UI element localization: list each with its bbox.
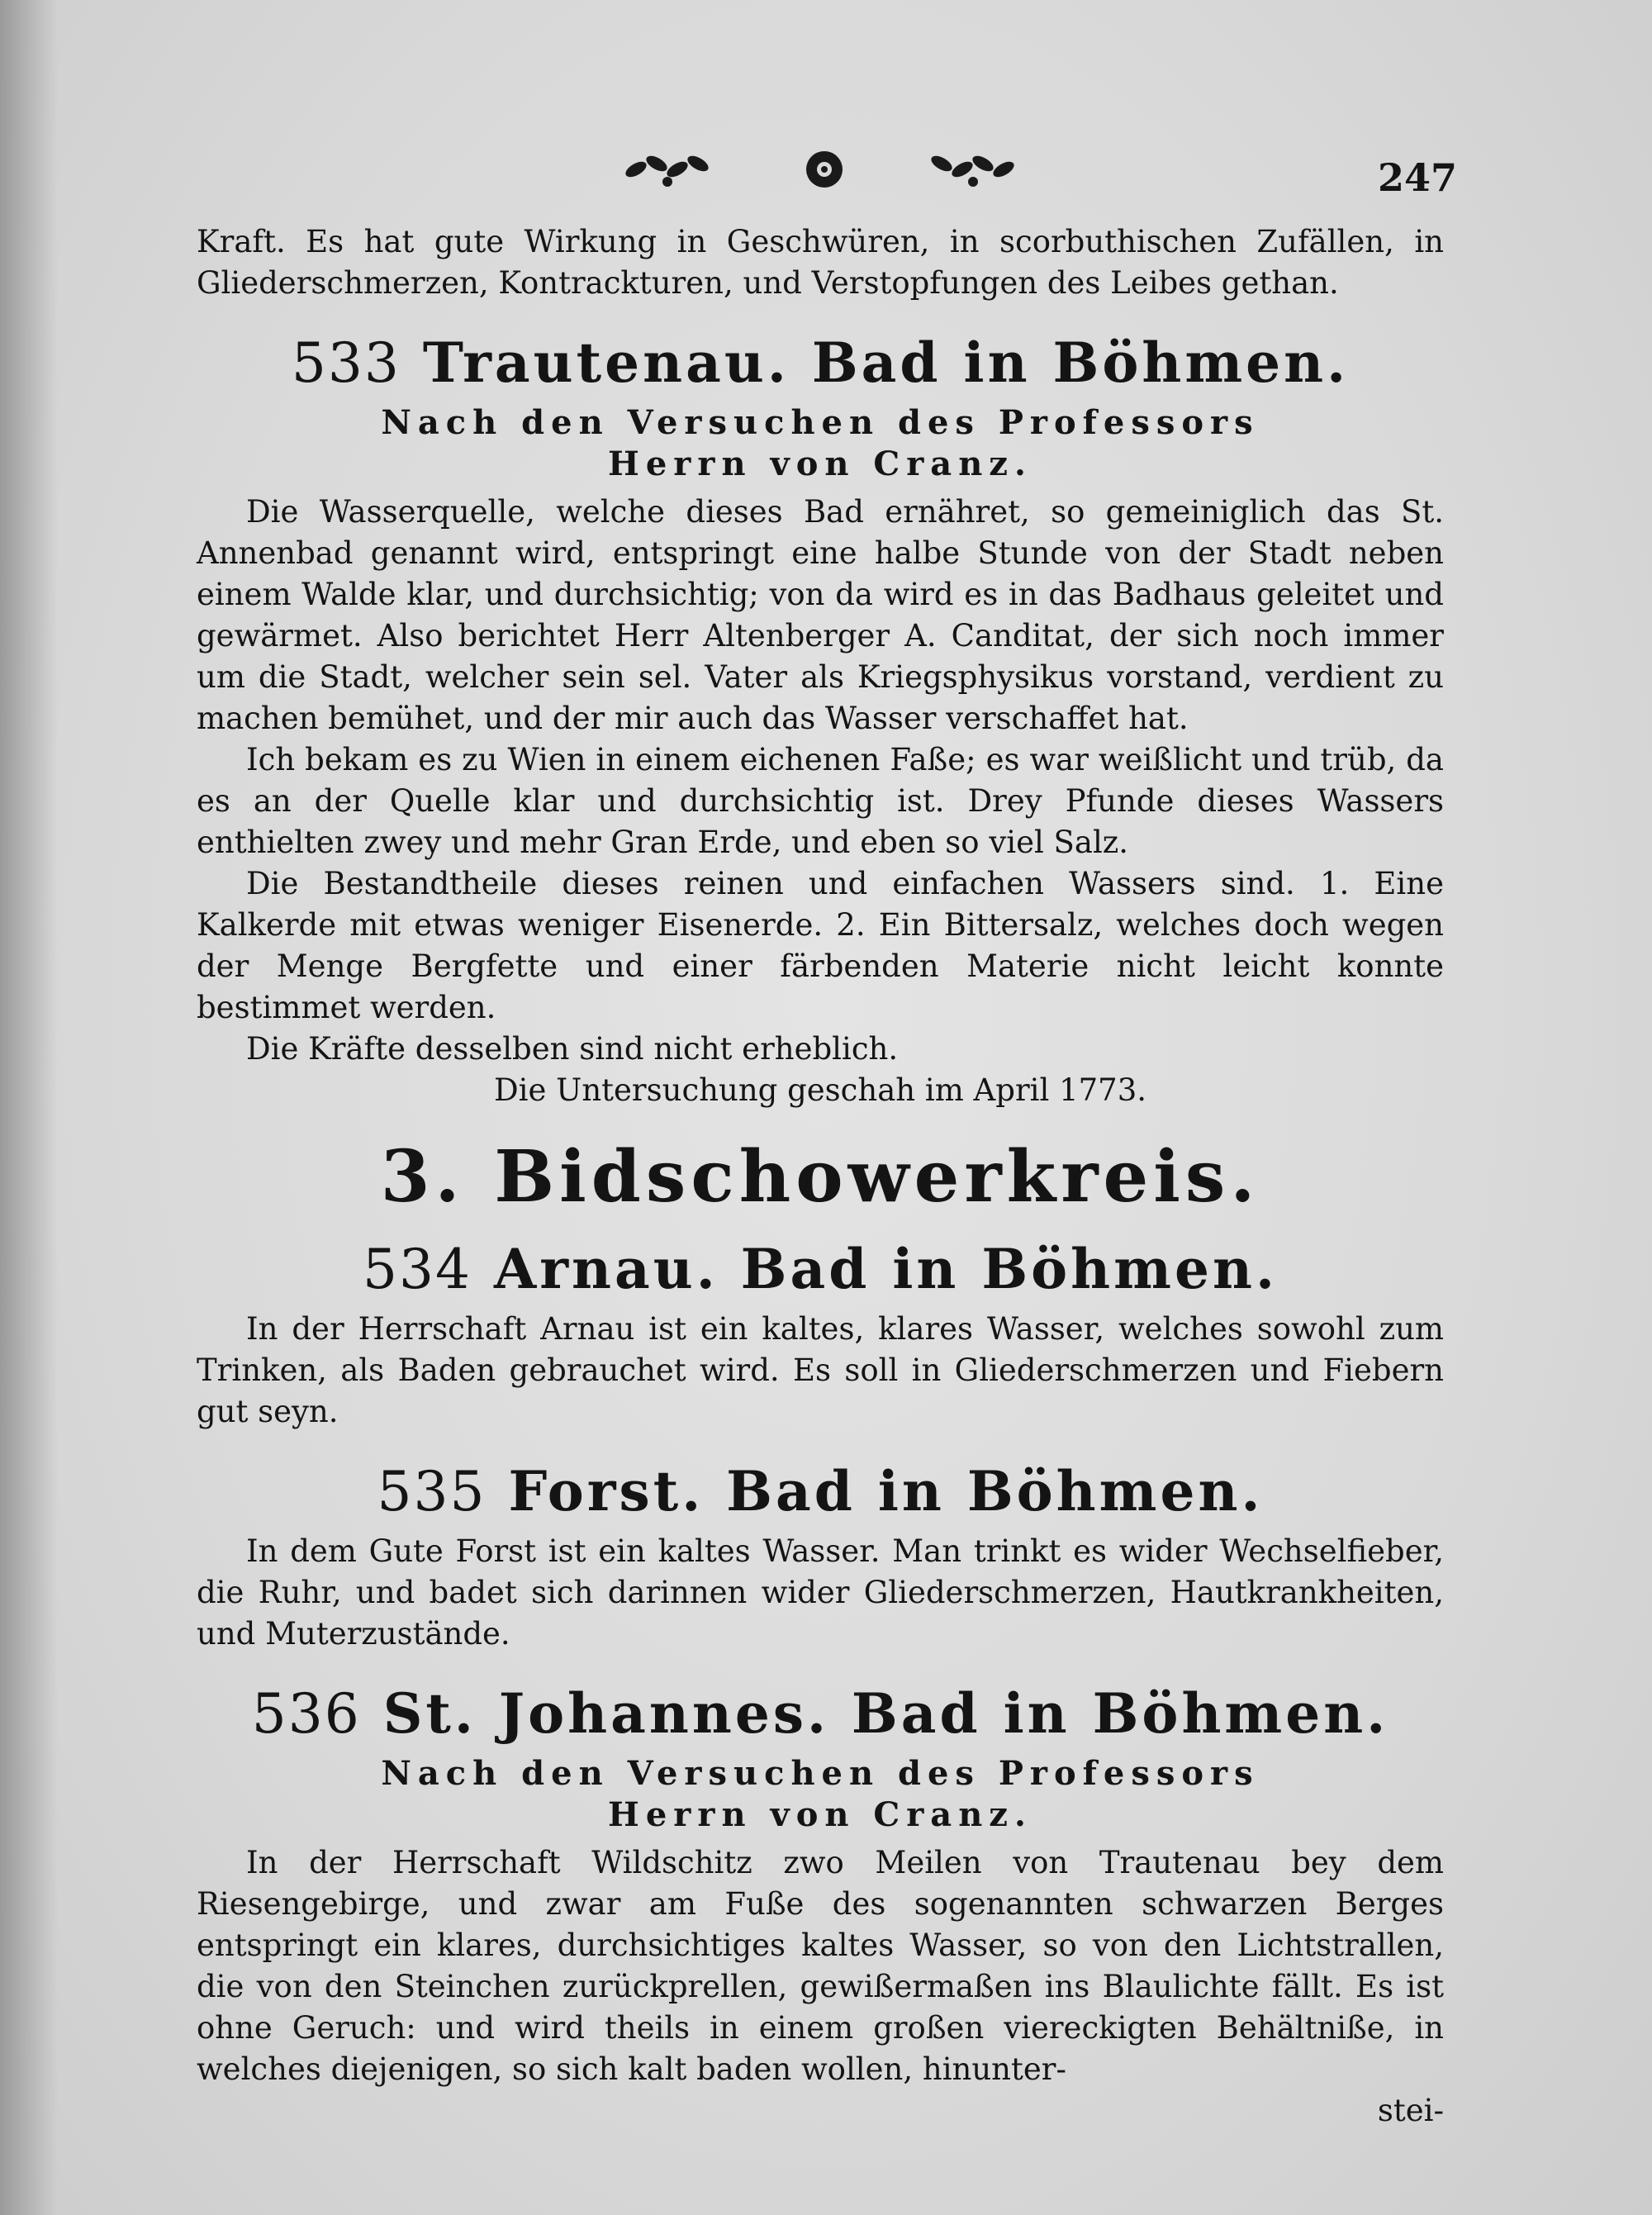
- center-rosette-icon: [795, 140, 853, 198]
- section-534-number: 534: [363, 1238, 472, 1301]
- section-533-number: 533: [291, 331, 401, 395]
- section-534-heading: [197, 1235, 1444, 1304]
- section-535-heading: [197, 1457, 1444, 1526]
- section-533-paragraph-3: Die Bestandtheile dieses reinen und einfachen Wassers sind. 1. Eine Kalkerde mit etwas weniger Eisenerde. 2. Ein Bittersalz, welches doch wegen der Menge Bergfette und einer färbenden Materie nicht leicht konnte bestimmet werden.: [197, 866, 1444, 1025]
- section-535-title: Forst. Bad in Böhmen.: [508, 1459, 1264, 1523]
- page-shadow: [0, 0, 58, 2215]
- section-533-paragraph-5: Die Untersuchung geschah im April 1773.: [494, 1072, 1146, 1108]
- section-535-paragraph: In dem Gute Forst ist ein kaltes Wasser. Man trinkt es wider Wechselfieber, die Ruhr, und badet sich darinnen wider Gliederschmerzen, Hautkrankheiten, und Muterzustände.: [197, 1533, 1444, 1652]
- section-536-number: 536: [251, 1682, 361, 1746]
- page-number: 247: [1378, 155, 1458, 200]
- section-533-paragraph-4: Die Kräfte desselben sind nicht erheblich.: [246, 1031, 899, 1067]
- section-533-subtitle-2: Herrn von Cranz.: [608, 444, 1032, 483]
- section-536-heading: [197, 1680, 1444, 1748]
- section-534-paragraph: In der Herrschaft Arnau ist ein kaltes, klares Wasser, welches sowohl zum Trinken, als Baden gebrauchet wird. Es soll in Gliederschmerzen und Fiebern gut seyn.: [197, 1311, 1444, 1429]
- section-536-subtitle-1: Nach den Versuchen des Professors: [381, 1754, 1260, 1793]
- section-533-heading: [197, 329, 1444, 397]
- section-536-title: St. Johannes. Bad in Böhmen.: [382, 1681, 1389, 1746]
- left-ornament-icon: [620, 140, 719, 198]
- section-535-number: 535: [377, 1460, 487, 1523]
- page-content: [197, 221, 1444, 2132]
- section-533-subtitle-1: Nach den Versuchen des Professors: [381, 403, 1260, 442]
- section-536-subtitle-2: Herrn von Cranz.: [608, 1795, 1032, 1834]
- section-534-title: Arnau. Bad in Böhmen.: [494, 1237, 1278, 1301]
- catchword: stei-: [1377, 2093, 1444, 2128]
- section-536-paragraph: In der Herrschaft Wildschitz zwo Meilen von Trautenau bey dem Riesengebirge, und zwar am Fuße des sogenannten schwarzen Berges entspringt ein klares, durchsichtiges kaltes Wasser, so von den Lichtstrallen, die von den Steinchen zurückprellen, gewißermaßen ins Blaulichte fällt. Es ist ohne Geruch: und wird theils in einem großen viereckigten Behältniße, in welches diejenigen, so sich kalt baden wollen, hinunter-: [197, 1845, 1444, 2087]
- section-533-paragraph-2: Ich bekam es zu Wien in einem eichenen Faße; es war weißlicht und trüb, da es an der Quelle klar und durchsichtig ist. Drey Pfunde dieses Wassers enthielten zwey und mehr Gran Erde, und eben so viel Salz.: [197, 742, 1444, 860]
- section-533-paragraph-1: Die Wasserquelle, welche dieses Bad ernähret, so gemeiniglich das St. Annenbad genannt wird, entspringt eine halbe Stunde von der Stadt neben einem Walde klar, und durchsichtig; von da wird es in das Badhaus geleitet und gewärmet. Also berichtet Herr Altenberger A. Canditat, der sich noch immer um die Stadt, welcher sein sel. Vater als Kriegsphysikus vorstand, verdient zu machen bemühet, und der mir auch das Wasser verschaffet hat.: [197, 494, 1444, 736]
- continued-paragraph: Kraft. Es hat gute Wirkung in Geschwüren, in scorbuthischen Zufällen, in Gliederschmerzen, Kontrackturen, und Verstopfungen des Leibes gethan.: [197, 224, 1444, 301]
- section-533-title: Trautenau. Bad in Böhmen.: [422, 330, 1350, 395]
- right-ornament-icon: [925, 140, 1024, 198]
- region-heading: 3. Bidschowerkreis.: [380, 1135, 1260, 1219]
